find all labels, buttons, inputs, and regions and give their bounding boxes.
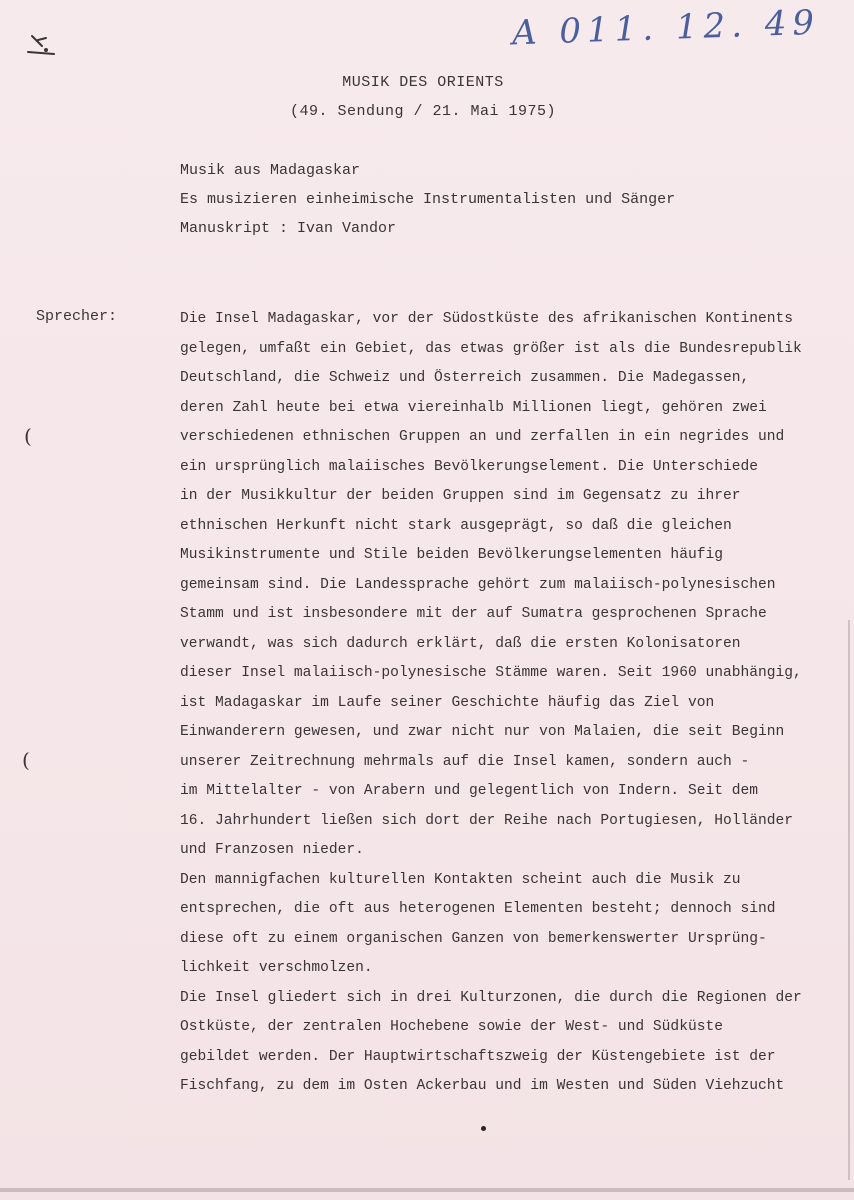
body-line: und Franzosen nieder. bbox=[180, 842, 364, 858]
body-line: Ostküste, der zentralen Hochebene sowie der West- und Südküste bbox=[180, 1019, 723, 1035]
body-text bbox=[180, 305, 840, 1102]
body-line: ein ursprünglich malaiisches Bevölkerungselement. Die Unterschiede bbox=[180, 458, 759, 475]
body-line: entsprechen, die oft aus heterogenen Elementen besteht; dennoch sind bbox=[180, 901, 776, 917]
margin-mark-1: ( bbox=[24, 424, 32, 448]
body-line: gemeinsam sind. Die Landessprache gehört zum malaiisch-polynesischen bbox=[180, 576, 776, 593]
body-line: Die Insel Madagaskar, vor der Südostküste des afrikanischen Kontinents bbox=[180, 311, 794, 327]
body-line: diese oft zu einem organischen Ganzen von bemerkenswerter Ursprüng- bbox=[180, 930, 767, 947]
body-line: Fischfang, zu dem im Osten Ackerbau und im Westen und Süden Viehzucht bbox=[180, 1078, 785, 1094]
intro-line-3: Manuskript : Ivan Vandor bbox=[180, 220, 397, 237]
body-line: ethnischen Herkunft nicht stark ausgeprägt, so daß die gleichen bbox=[180, 517, 732, 534]
body-line: Deutschland, die Schweiz und Österreich zusammen. Die Madegassen, bbox=[180, 370, 750, 386]
body-line: dieser Insel malaiisch-polynesische Stämme waren. Seit 1960 unabhängig, bbox=[180, 665, 802, 681]
body-line: verschiedenen ethnischen Gruppen an und zerfallen in ein negrides und bbox=[180, 429, 785, 445]
body-line: 16. Jahrhundert ließen sich dort der Reihe nach Portugiesen, Holländer bbox=[180, 812, 794, 829]
body-line: verwandt, was sich dadurch erklärt, daß die ersten Kolonisatoren bbox=[180, 635, 741, 652]
archive-reference-handwritten: A 011. 12. 49 bbox=[511, 2, 821, 54]
body-line: Den mannigfachen kulturellen Kontakten scheint auch die Musik zu bbox=[180, 871, 741, 888]
body-line: gebildet werden. Der Hauptwirtschaftszweig der Küstengebiete ist der bbox=[180, 1048, 776, 1065]
intro-line-1: Musik aus Madagaskar bbox=[180, 162, 361, 179]
corner-scribble-mark bbox=[20, 30, 60, 60]
document-subtitle: (49. Sendung / 21. Mai 1975) bbox=[289, 103, 557, 120]
page-edge-bottom bbox=[0, 1188, 854, 1192]
page-dot bbox=[481, 1126, 486, 1131]
body-line: deren Zahl heute bei etwa viereinhalb Millionen liegt, gehören zwei bbox=[180, 399, 767, 416]
body-line: Stamm und ist insbesondere mit der auf Sumatra gesprochenen Sprache bbox=[180, 606, 767, 622]
page-edge-right bbox=[848, 620, 850, 1180]
margin-mark-2: ( bbox=[22, 748, 30, 772]
body-line: unserer Zeitrechnung mehrmals auf die Insel kamen, sondern auch - bbox=[180, 753, 750, 770]
document-title: MUSIK DES ORIENTS bbox=[342, 74, 504, 91]
body-line: Musikinstrumente und Stile beiden Bevölkerungselementen häufig bbox=[180, 547, 723, 563]
intro-line-2: Es musizieren einheimische Instrumentalisten und Sänger bbox=[180, 191, 676, 208]
body-line: im Mittelalter - von Arabern und gelegentlich von Indern. Seit dem bbox=[180, 783, 759, 799]
body-line: lichkeit verschmolzen. bbox=[180, 960, 373, 976]
body-line: ist Madagaskar im Laufe seiner Geschichte häufig das Ziel von bbox=[180, 694, 715, 711]
body-line: Die Insel gliedert sich in drei Kulturzonen, die durch die Regionen der bbox=[180, 989, 802, 1006]
speaker-label: Sprecher: bbox=[36, 308, 118, 325]
body-line: in der Musikkultur der beiden Gruppen sind im Gegensatz zu ihrer bbox=[180, 488, 741, 504]
body-line: gelegen, umfaßt ein Gebiet, das etwas größer ist als die Bundesrepublik bbox=[180, 340, 802, 357]
body-line: Einwanderern gewesen, und zwar nicht nur von Malaien, die seit Beginn bbox=[180, 724, 785, 740]
